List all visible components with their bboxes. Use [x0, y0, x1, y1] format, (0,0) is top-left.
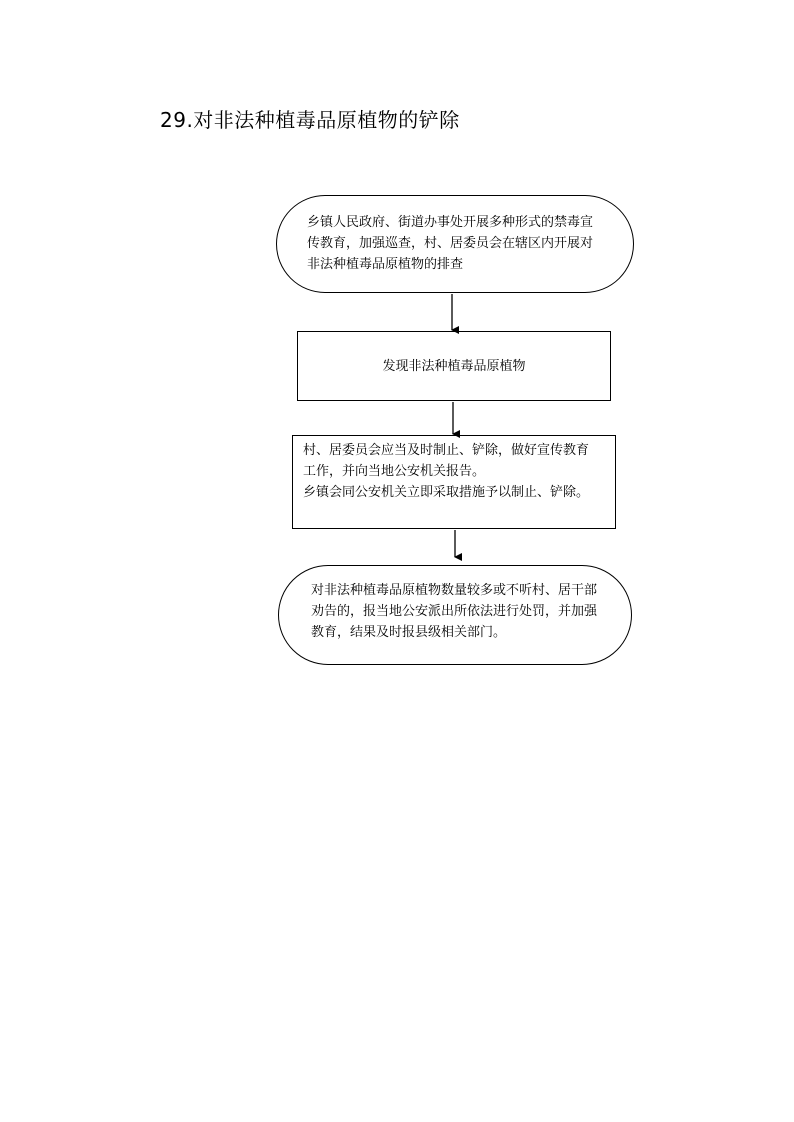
- action-node-line: 乡镇会同公安机关立即采取措施予以制止、铲除。: [303, 485, 590, 500]
- end-node-line: 对非法种植毒品原植物数量较多或不听村、居干部: [311, 583, 598, 598]
- action-node-line: 村、居委员会应当及时制止、铲除，做好宣传教育: [303, 443, 590, 458]
- start-node-line: 乡镇人民政府、街道办事处开展多种形式的禁毒宣: [307, 215, 594, 230]
- page-title: 29.对非法种植毒品原植物的铲除: [160, 108, 460, 132]
- start-node-line: 传教育，加强巡查，村、居委员会在辖区内开展对: [307, 236, 594, 251]
- end-node-line: 劝告的，报当地公安派出所依法进行处罚，并加强: [311, 604, 598, 619]
- start-node-line: 非法种植毒品原植物的排查: [307, 257, 464, 272]
- discover-node-text: 发现非法种植毒品原植物: [382, 358, 526, 374]
- end-node-line: 教育，结果及时报县级相关部门。: [311, 625, 507, 640]
- action-node-line: 工作，并向当地公安机关报告。: [303, 464, 486, 479]
